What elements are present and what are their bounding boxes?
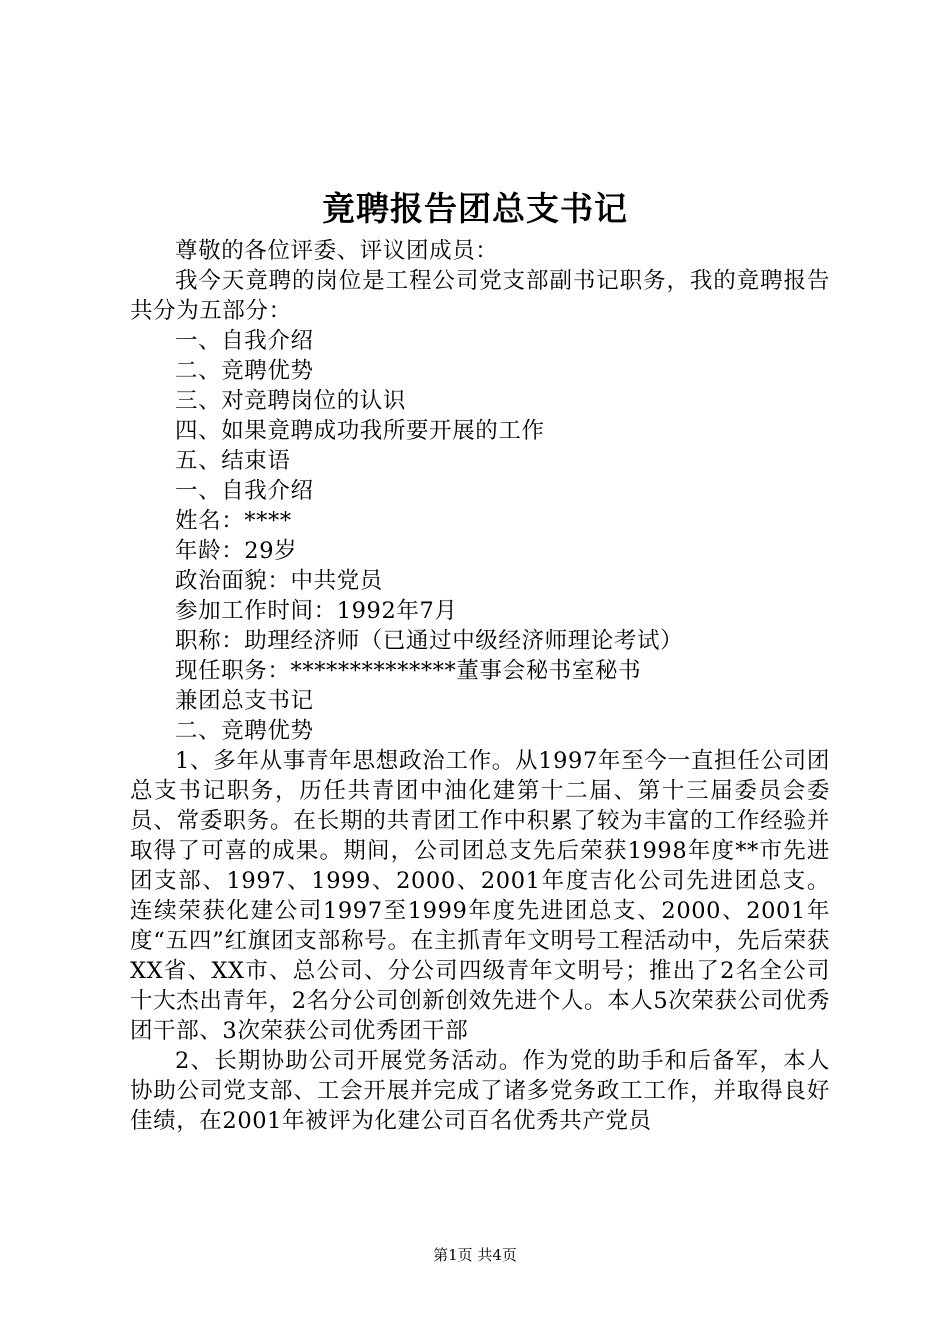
intro-paragraph: 我今天竟聘的岗位是工程公司党支部副书记职务，我的竟聘报告共分为五部分：	[130, 268, 830, 324]
outline-item-4: 四、如果竟聘成功我所要开展的工作	[175, 418, 545, 444]
outline-item-5: 五、结束语	[175, 448, 291, 474]
outline-item-2: 二、竞聘优势	[175, 358, 314, 384]
document-title: 竟聘报告团总支书记	[322, 189, 628, 228]
document-body	[130, 236, 830, 1136]
advantage-paragraph-2: 2、长期协助公司开展党务活动。作为党的助手和后备军，本人协助公司党支部、工会开展并完成了诸多党务政工工作，并取得良好佳绩，在2001年被评为化建公司百名优秀共产党员	[130, 1048, 830, 1134]
info-age: 年龄：29岁	[175, 538, 298, 564]
outline-item-1: 一、自我介绍	[175, 328, 314, 354]
salutation: 尊敬的各位评委、评议团成员：	[175, 238, 499, 264]
page-footer: 第1页 共4页	[433, 1246, 517, 1264]
section-heading-advantages: 二、竞聘优势	[175, 718, 314, 744]
advantage-paragraph-1: 1、多年从事青年思想政治工作。从1997年至今一直担任公司团总支书记职务，历任共青团中油化建第十二届、第十三届委员会委员、常委职务。在长期的共青团工作中积累了较为丰富的工作经验并取得了可喜的成果。期间，公司团总支先后荣获1998年度**市先进团支部、1997、1999、2000、2001年度吉化公司先进团总支。连续荣获化建公司1997至1999年度先进团总支、2000、2001年度“五四”红旗团支部称号。在主抓青年文明号工程活动中，先后荣获XX省、XX市、总公司、分公司四级青年文明号；推出了2名全公司十大杰出青年，2名分公司创新创效先进个人。本人5次荣获公司优秀团干部、3次荣获公司优秀团干部	[130, 748, 830, 1044]
info-work-start: 参加工作时间：1992年7月	[175, 598, 458, 624]
section-heading-self-intro: 一、自我介绍	[175, 478, 314, 504]
info-name: 姓名：****	[175, 508, 292, 534]
info-title: 职称：助理经济师（已通过中级经济师理论考试）	[175, 628, 684, 654]
info-political-status: 政治面貌：中共党员	[175, 568, 383, 594]
outline-item-3: 三、对竞聘岗位的认识	[175, 388, 407, 414]
info-current-position: 现任职务：**************董事会秘书室秘书	[175, 658, 642, 684]
info-concurrent-position: 兼团总支书记	[175, 688, 314, 714]
